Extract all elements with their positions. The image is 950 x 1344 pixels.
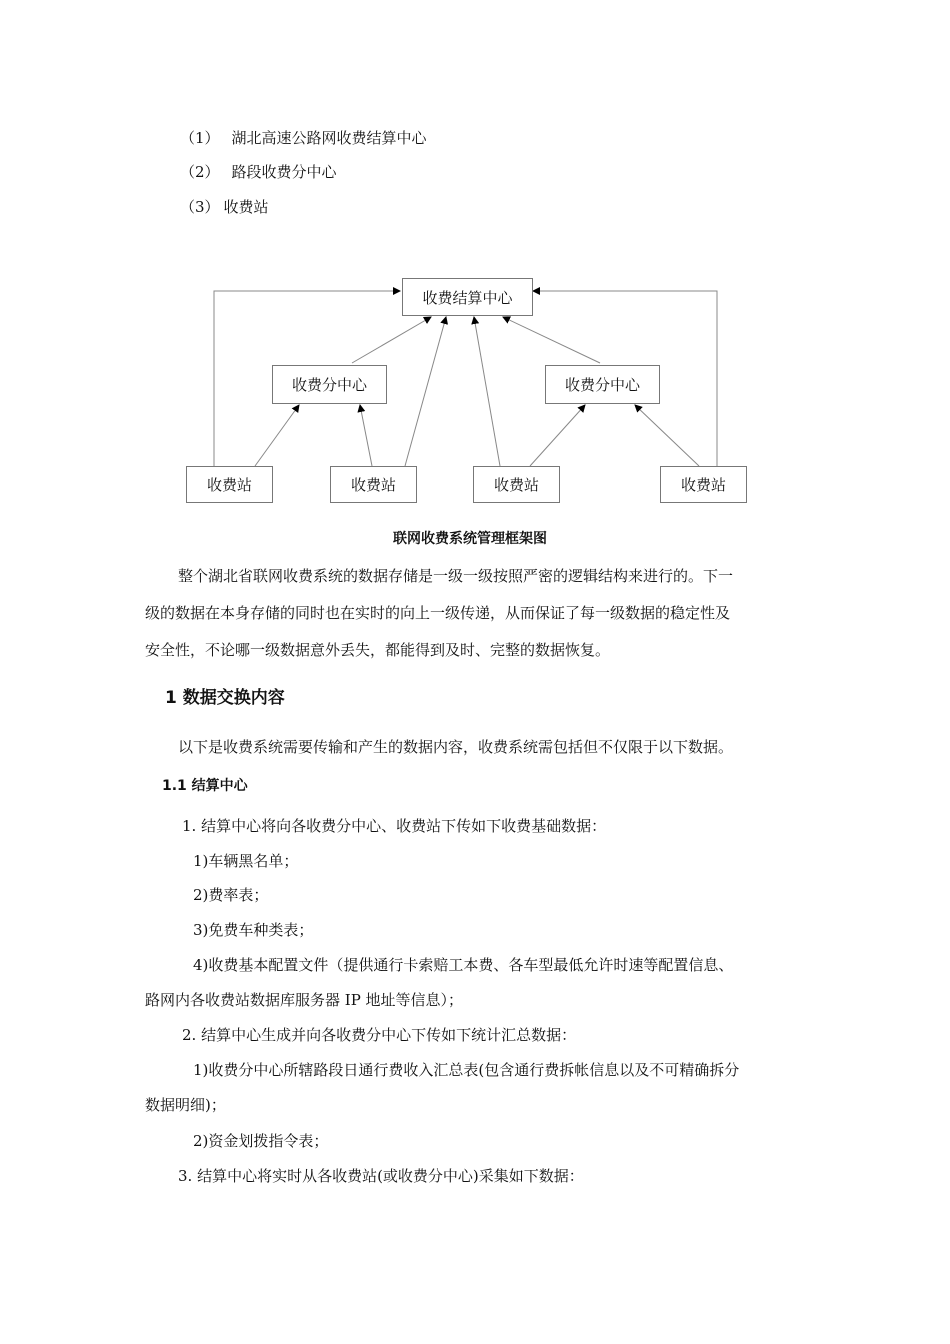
box-label: 收费站	[206, 476, 252, 494]
connector-subcenter2-center	[503, 317, 600, 363]
box-label: 收费结算中心	[422, 288, 513, 307]
numbered-item-1: 1. 结算中心将向各收费分中心、收费站下传如下收费基础数据：	[182, 817, 607, 835]
section-heading: 1 数据交换内容	[165, 688, 285, 708]
list-number: （3）	[180, 198, 220, 216]
connector-station2-subcenter1	[360, 405, 372, 466]
numbered-item-3: 3. 结算中心将实时从各收费站(或收费分中心)采集如下数据：	[178, 1167, 584, 1185]
list-text: 收费站	[223, 198, 269, 216]
station-box-1	[186, 466, 273, 503]
paragraph-line: 整个湖北省联网收费系统的数据存储是一级一级按照严密的逻辑结构来进行的。下一	[178, 567, 734, 585]
list-number: （1）	[180, 129, 220, 147]
sub-item: 2)费率表；	[193, 886, 269, 904]
connector-station3-subcenter2	[530, 405, 585, 466]
diagram-caption: 联网收费系统管理框架图	[393, 531, 547, 547]
sub-item: 4)收费基本配置文件（提供通行卡索赔工本费、各车型最低允许时速等配置信息、	[193, 956, 734, 974]
box-label: 收费站	[493, 476, 539, 494]
section-intro: 以下是收费系统需要传输和产生的数据内容，收费系统需包括但不仅限于以下数据。	[178, 738, 734, 756]
list-text: 路段收费分中心	[231, 163, 337, 181]
sub-item: 2)资金划拨指令表；	[193, 1132, 329, 1150]
sub-center-box-1	[272, 365, 387, 404]
station-box-4	[660, 466, 747, 503]
connector-station2-center	[405, 317, 446, 466]
station-box-3	[473, 466, 560, 503]
paragraph-line: 级的数据在本身存储的同时也在实时的向上一级传递，从而保证了每一级数据的稳定性及	[145, 604, 731, 622]
connector-station4-subcenter2	[635, 405, 699, 466]
box-label: 收费分中心	[564, 376, 640, 394]
numbered-item-2: 2. 结算中心生成并向各收费分中心下传如下统计汇总数据：	[182, 1026, 577, 1044]
paragraph-line: 安全性，不论哪一级数据意外丢失，都能得到及时、完整的数据恢复。	[145, 641, 611, 659]
connector-station1-subcenter1	[255, 405, 299, 466]
sub-item-continuation: 数据明细)；	[145, 1096, 226, 1114]
sub-item: 3)免费车种类表；	[193, 921, 314, 939]
sub-item: 1)收费分中心所辖路段日通行费收入汇总表(包含通行费拆帐信息以及不可精确拆分	[193, 1061, 740, 1079]
subsection-heading: 1.1 结算中心	[162, 778, 248, 794]
sub-item: 1)车辆黑名单；	[193, 852, 299, 870]
connector-station3-center	[474, 317, 500, 466]
station-box-2	[330, 466, 417, 503]
connector-subcenter1-center	[352, 317, 431, 363]
sub-item-continuation: 路网内各收费站数据库服务器 IP 地址等信息）；	[145, 991, 464, 1009]
sub-center-box-2	[545, 365, 660, 404]
list-number: （2）	[180, 163, 220, 181]
settlement-center-box	[402, 278, 533, 316]
list-text: 湖北高速公路网收费结算中心	[231, 129, 427, 147]
box-label: 收费分中心	[291, 376, 367, 394]
box-label: 收费站	[680, 476, 726, 494]
box-label: 收费站	[350, 476, 396, 494]
